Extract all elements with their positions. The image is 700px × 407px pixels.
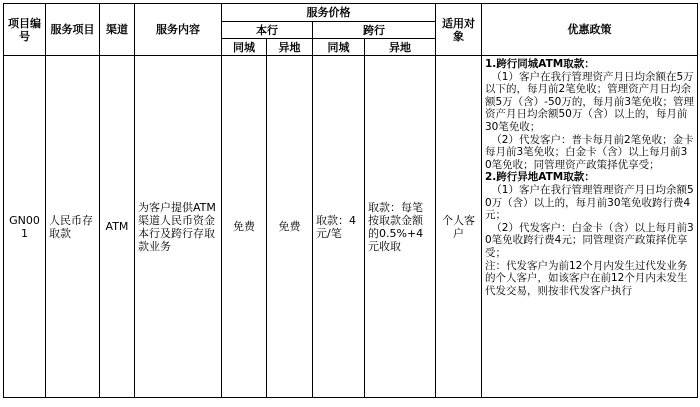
header-content: 服务内容 [135,4,222,56]
header-same-bank-same-city: 同城 [222,39,267,56]
policy-line: （1）客户在我行管理资产月日均余额在5万以下的，每月前2笔免收；管理资产月日均余额5万（含）-50万的，每月前3笔免收；管理资产月日均余额50万（含）以上的，每月前30笔免收； [485,70,695,133]
policy-line: （2）代发客户：白金卡（含）以上每月前30笔免收跨行费4元；同管理资产政策择优享受； [485,221,694,259]
header-cross-bank-same-city: 同城 [313,39,365,56]
header-price: 服务价格 [222,4,436,22]
cell-channel: ATM [100,56,135,398]
policy-heading-same-city: 1.跨行同城ATM取款： [485,58,595,70]
policy-line: （2）代发客户：普卡每月前2笔免收；金卡每月前3笔免收；白金卡（含）以上每月前30笔免收；同管理资产政策择优享受； [485,133,694,171]
policy-line: （1）客户在我行管理管理资产月日均余额50万（含）以上的，每月前30笔免收跨行费4元； [485,183,694,222]
cell-item-name: 人民币存取款 [46,56,100,398]
cell-cross-bank-same-city: 取款：4元/笔 [313,56,365,398]
cell-cross-bank-diff-city: 取款：每笔按取款金额的0.5%+4元收取 [365,56,436,398]
cell-item-no: GN001 [4,56,46,398]
cell-same-bank-same-city: 免费 [222,56,267,398]
cell-same-bank-diff-city: 免费 [267,56,313,398]
fee-table [3,3,698,398]
cell-content: 为客户提供ATM渠道人民币资金本行及跨行存取款业务 [135,56,222,398]
policy-note: 注：代发客户为前12个月内发生过代发业务的个人客户，如该客户在前12个月内未发生代发交易，则按非代发客户执行 [485,259,688,297]
header-target: 适用对象 [436,4,482,56]
policy-heading-diff-city: 2.跨行异地ATM取款： [485,171,595,184]
header-same-bank: 本行 [222,22,313,39]
header-item-no: 项目编号 [4,4,46,56]
header-policy: 优惠政策 [482,4,698,56]
header-cross-bank-diff-city: 异地 [365,39,436,56]
header-cross-bank: 跨行 [313,22,436,39]
header-channel: 渠道 [100,4,135,56]
cell-target: 个人客户 [436,56,482,398]
header-item-name: 服务项目 [46,4,100,56]
header-same-bank-diff-city: 异地 [267,39,313,56]
cell-policy [482,56,698,398]
